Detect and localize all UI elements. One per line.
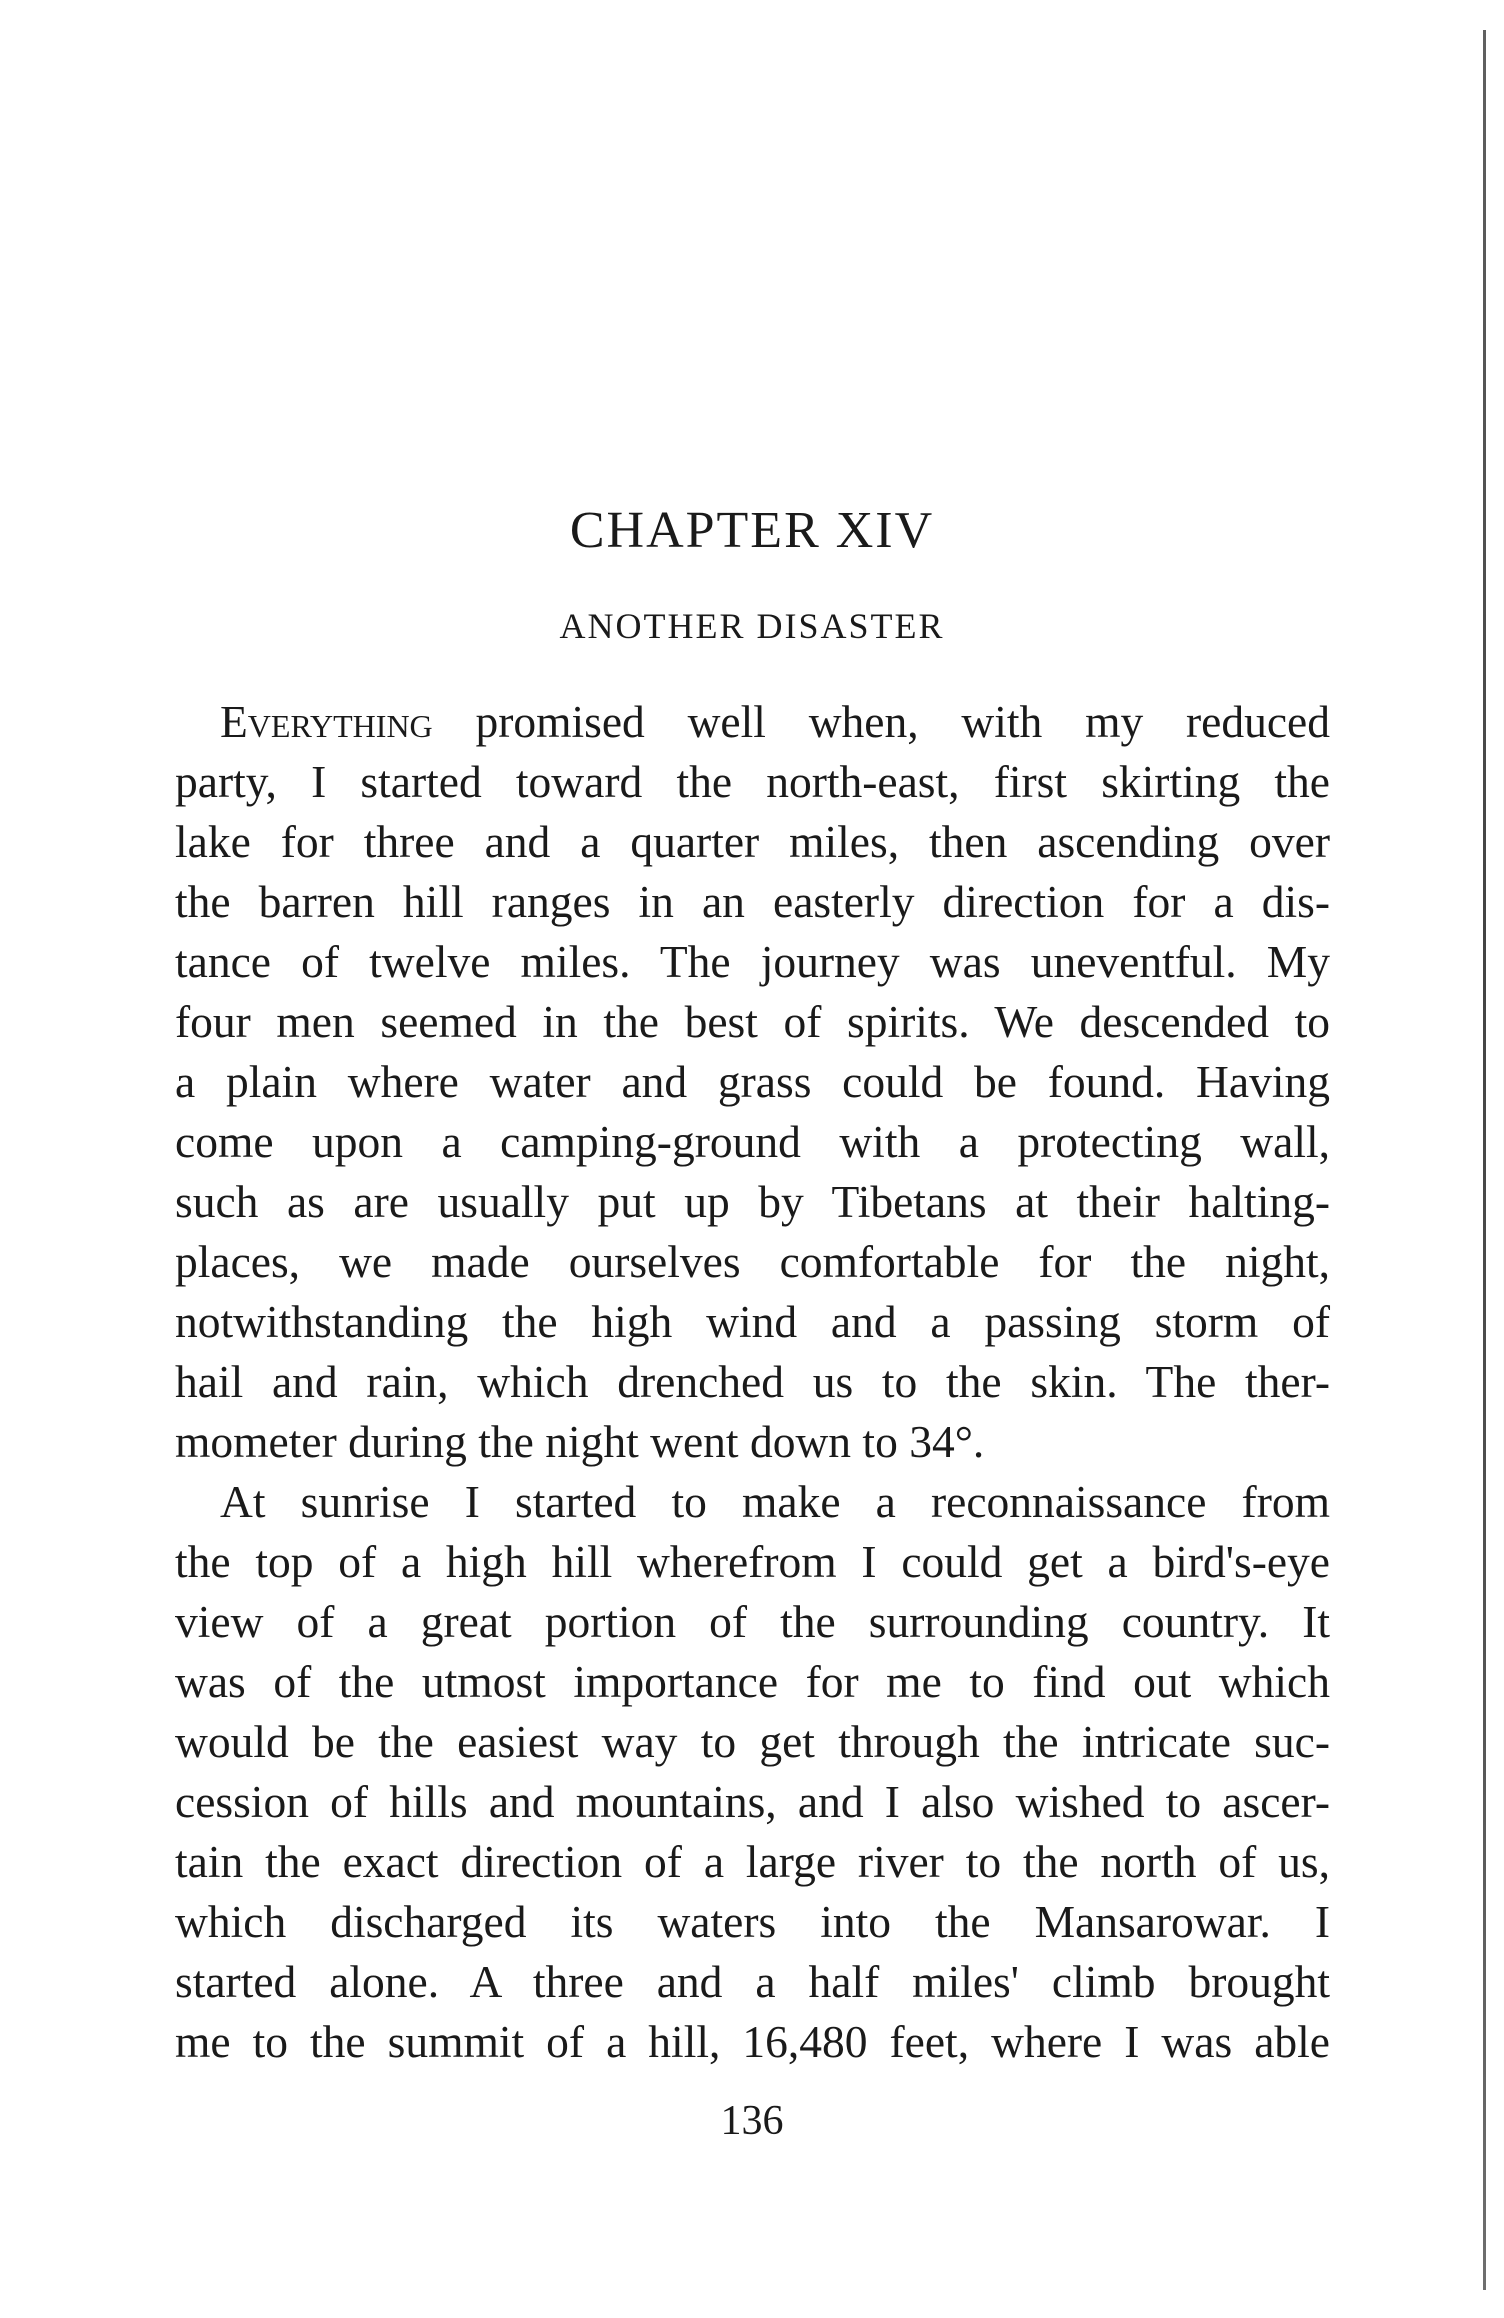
- text-line: the top of a high hill wherefrom I could get a bird's-eye: [175, 1536, 1330, 1587]
- text-line: would be the easiest way to get through the intricate suc-: [175, 1716, 1330, 1767]
- text-line: cession of hills and mountains, and I also wished to ascer-: [175, 1776, 1330, 1827]
- text-line: me to the summit of a hill, 16,480 feet, where I was able: [175, 2016, 1330, 2067]
- text-line: [175, 692, 1330, 752]
- text-line: lake for three and a quarter miles, then ascending over: [175, 816, 1330, 867]
- text-line: the barren hill ranges in an easterly direction for a dis-: [175, 876, 1330, 927]
- lead-word: Everything: [220, 696, 433, 747]
- text-line: hail and rain, which drenched us to the skin. The ther-: [175, 1356, 1330, 1407]
- paragraph-2: [175, 1472, 1330, 2072]
- chapter-title: CHAPTER XIV: [569, 502, 935, 559]
- text-line: was of the utmost importance for me to find out which: [175, 1656, 1330, 1707]
- text-line: party, I started toward the north-east, first skirting the: [175, 756, 1330, 807]
- text-line: tain the exact direction of a large river to the north of us,: [175, 1836, 1330, 1887]
- text-line: four men seemed in the best of spirits. We descended to: [175, 996, 1330, 1047]
- text-line: which discharged its waters into the Mansarowar. I: [175, 1896, 1330, 1947]
- body-text: [175, 692, 1330, 2072]
- text-line: started alone. A three and a half miles' climb brought: [175, 1956, 1330, 2007]
- text-line: come upon a camping-ground with a protecting wall,: [175, 1116, 1330, 1167]
- chapter-subtitle: ANOTHER DISASTER: [559, 606, 945, 646]
- page-edge-shadow: [1483, 30, 1486, 2290]
- text-line: tance of twelve miles. The journey was uneventful. My: [175, 936, 1330, 987]
- text-line: view of a great portion of the surrounding country. It: [175, 1596, 1330, 1647]
- paragraph-1: [175, 692, 1330, 1472]
- text-line: notwithstanding the high wind and a passing storm of: [175, 1296, 1330, 1347]
- page-number: 136: [720, 2098, 784, 2144]
- text-line: mometer during the night went down to 34°.: [175, 1416, 985, 1467]
- text-line: At sunrise I started to make a reconnaissance from: [220, 1476, 1330, 1527]
- text-line: such as are usually put up by Tibetans at their halting-: [175, 1176, 1330, 1227]
- text-line: a plain where water and grass could be found. Having: [175, 1056, 1330, 1107]
- text-line: places, we made ourselves comfortable for the night,: [175, 1236, 1330, 1287]
- line-text: promised well when, with my reduced: [432, 696, 1330, 747]
